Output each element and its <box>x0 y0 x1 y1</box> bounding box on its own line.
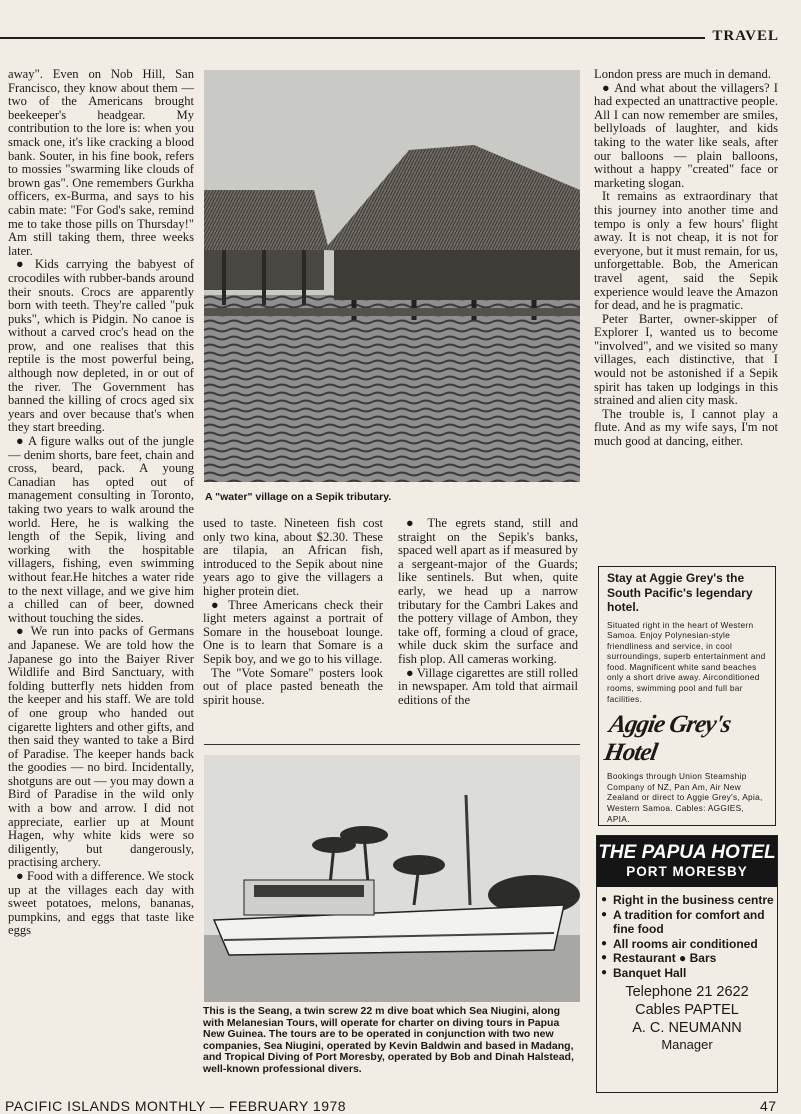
article-column-3 <box>398 517 578 742</box>
ad-bookings: Bookings through Union Steamship Company of NZ, Pan Am, Air New Zealand or direct to Aggie Grey's, Apia, Western Samoa. Cables: AGGIES, APIA. <box>607 771 763 824</box>
water-village-photo <box>204 70 580 482</box>
paragraph: ● Three Americans check their light meters against a portrait of Somare in the houseboat lounge. One is to learn that Somare is a Sepik boy, and we go to his village. <box>203 597 383 666</box>
manager-title: Manager <box>661 1036 713 1052</box>
hotel-name: THE PAPUA HOTEL <box>598 842 776 863</box>
paragraph: ● Village cigarettes are still rolled in newspaper. Am told that airmail editions of the <box>398 665 578 707</box>
publication-line: PACIFIC ISLANDS MONTHLY — FEBRUARY 1978 <box>5 1098 347 1114</box>
aggie-grey-ad <box>598 566 776 826</box>
ad-body: Situated right in the heart of Western Samoa. Enjoy Polynesian-style friendliness and service, in cool surroundings, superb entertainment and food. Magnificent white sand beaches only a short drive away. Airconditioned rooms, swimming pool and full bar facilities. <box>607 619 766 704</box>
page-number: 47 <box>760 1098 777 1114</box>
hotel-location: PORT MORESBY <box>626 864 748 879</box>
photo-caption: A "water" village on a Sepik tributary. <box>205 491 392 503</box>
ad-banner <box>597 836 777 887</box>
list-item: ● Restaurant ● Bars <box>601 951 777 966</box>
list-item: ● Right in the business centre <box>601 893 777 908</box>
article-column-4 <box>594 68 778 548</box>
paragraph: ● We run into packs of Germans and Japanese. We are told how the Japanese go into the Baiyer River Wildlife and Bird Sanctuary, with folding butterfly nets hidden from the keeper and his staff. We are told of one group who handed out cigarette lighters and other gifts, and then said they wanted to take a Bird of Paradise. The keeper hands back the goodies — no bird. Incidentally, shotguns are out — you may down a Bird of Paradise in the wild only with a bow and arrow. I did not appreciate, earlier up at Mount Hagen, why white kids were so diligently, but dangerously, practising archery. <box>8 624 194 870</box>
article-column-1 <box>8 68 194 1088</box>
dive-boat-photo <box>204 755 580 1002</box>
paragraph: ● Food with a difference. We stock up at the villages each day with sweet potatoes, melons, bananas, pumpkins, and eggs that taste like eggs <box>8 869 194 938</box>
article-column-2 <box>203 517 383 742</box>
feature-list <box>597 893 777 981</box>
list-item: ● Banquet Hall <box>601 966 777 981</box>
paragraph: The trouble is, I cannot play a flute. And as my wife says, I'm not much good at dancing, either. <box>594 406 778 449</box>
paragraph: London press are much in demand. <box>594 67 771 81</box>
list-item: ● A tradition for comfort and fine food <box>601 908 777 937</box>
photo-caption: This is the Seang, a twin screw 22 m dive boat which Sea Niugini, along with Melanesian Tours, will operate for charter on diving tours in Papua New Guinea. The tours are to be operated in conjunction with two new companies, Sea Niugini, operated by Kevin Baldwin and based in Madang, and Tropical Diving of Port Moresby, operated by Bob and Dinah Halstead, well-known professional divers. <box>203 1005 574 1075</box>
paragraph: used to taste. Nineteen fish cost only two kina, about $2.30. These are tilapia, an African fish, introduced to the Sepik about nine years ago to give the villagers a higher protein diet. <box>203 516 383 598</box>
column-divider <box>204 744 580 745</box>
papua-hotel-ad <box>596 835 778 1093</box>
aggie-grey-logo: Aggie Grey's Hotel <box>602 711 733 767</box>
manager-name: A. C. NEUMANN <box>632 1019 742 1036</box>
paragraph: It remains as extraordinary that this journey into another time and tempo is only a few hours' flight away. It is not cheap, it is not for everyone, but it must remain, for us, unforgettable. Bob, the American travel agent, said the Sepik experience would leave the Amazon for dead, and he is pragmatic. <box>594 189 778 313</box>
list-item: ● All rooms air conditioned <box>601 937 777 952</box>
paragraph: ● Kids carrying the babyest of crocodiles with rubber-bands around their snouts. Crocs are apparently born with teeth. They're called "puk puks", which is Pidgin. No canoe is without a carved croc's head on the prow, and one realises that this reptile is the most powerful being, although now depleted, in or out of the river. The Government has banned the killing of crocs aged six years and over because that's when they start breeding. <box>8 257 194 435</box>
header-rule <box>0 37 705 39</box>
paragraph: ● And what about the villagers? I had expected an unattractive people. All I can now remember are smiles, bellyloads of laughter, and kids taking to the water like seals, after our balloons — plain balloons, without a happy "created" face or marketing slogan. <box>594 80 778 190</box>
ad-headline: Stay at Aggie Grey's the South Pacific's legendary hotel. <box>607 571 753 614</box>
paragraph: Peter Barter, owner-skipper of Explorer I, wanted us to become "involved", and we visited so many villages, each distinctive, that I would not be astonished if a Sepik spirit has taken up lodgings in this strained and alien city mask. <box>594 311 778 408</box>
paragraph: ● A figure walks out of the jungle — denim shorts, bare feet, chain and cross, beard, pack. A young Canadian has opted out of management consulting in Toronto, taking two years to walk around the world. Here, he is walking the length of the Sepik, living and working with the hospitable villagers, fishing, even swimming without fear.He hitches a water ride to the next village, and we give him a chilled can of beer, downed without touching the sides. <box>8 434 194 625</box>
paragraph: away". Even on Nob Hill, San Francisco, they know about them — two of the Americans brought beekeeper's headgear. My contribution to the lore is: when you smack one, it's like cracking a blood bank. Souter, in his fine book, refers to mossies "swarming like clouds of brown gas". One remembers Gurkha officers, ex-Burma, and says to his cabin mate: "For God's sake, remind me to take those pills on Thursday!" Am still taking them, three weeks later. <box>8 67 194 258</box>
paragraph: ● The egrets stand, still and straight on the Sepik's banks, spaced well apart as if measured by a sergeant-major of the Guards; like sentinels. But when, quite early, we head up a narrow tributary for the Cambri Lakes and the pottery village of Ambon, they take off, forming a cloud of grace, while duck skim the surface and fish plop. All cameras working. <box>398 516 578 666</box>
telephone: Telephone 21 2622 <box>625 983 749 1000</box>
cables: Cables PAPTEL <box>635 1001 739 1018</box>
paragraph: The "Vote Somare" posters look out of place pasted beneath the spirit house. <box>203 665 383 707</box>
section-title: TRAVEL <box>712 28 779 44</box>
